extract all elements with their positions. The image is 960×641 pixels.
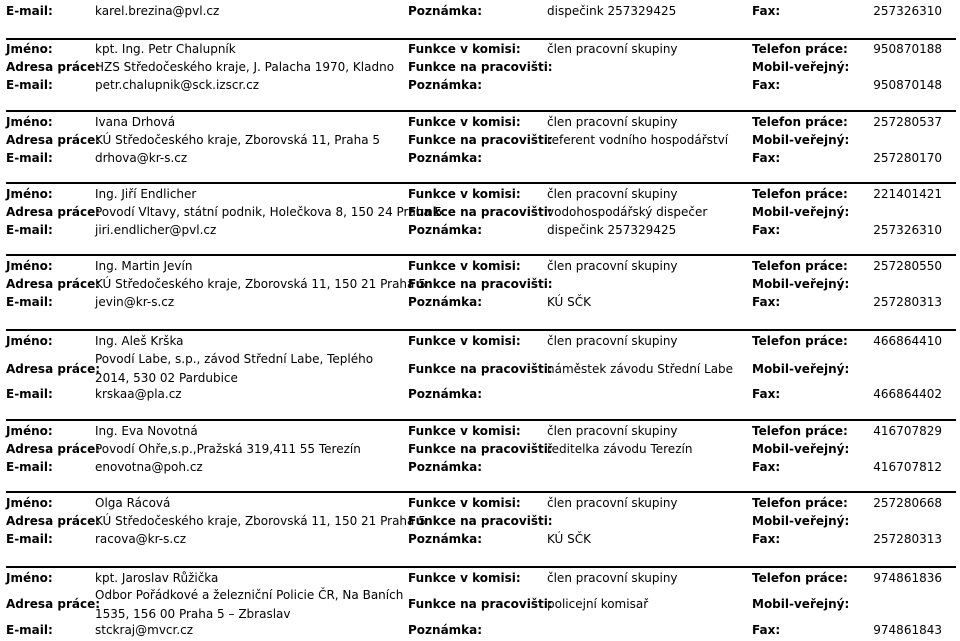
work-phone-value: 257280550	[873, 259, 942, 273]
email-label: E-mail:	[6, 387, 53, 401]
note-label: Poznámka:	[408, 387, 483, 401]
address-label: Adresa práce:	[6, 362, 101, 376]
mobile-label: Mobil-veřejný:	[752, 205, 850, 219]
mobile-label: Mobil-veřejný:	[752, 514, 850, 528]
commission-role-label: Funkce v komisi:	[408, 187, 521, 201]
name-value: Ing. Aleš Krška	[95, 334, 184, 348]
commission-role-label: Funkce v komisi:	[408, 496, 521, 510]
email-label: E-mail:	[6, 78, 53, 92]
name-label: Jméno:	[6, 259, 53, 273]
note-value: dispečink 257329425	[547, 4, 677, 18]
fax-value: 257280313	[873, 532, 942, 546]
work-phone-label: Telefon práce:	[752, 496, 848, 510]
fax-value: 257326310	[873, 223, 942, 237]
name-value: kpt. Jaroslav Růžička	[95, 571, 219, 585]
name-row	[0, 257, 960, 275]
fax-label: Fax:	[752, 151, 781, 165]
commission-role-value: člen pracovní skupiny	[547, 42, 678, 56]
address-row	[0, 131, 960, 149]
name-row	[0, 422, 960, 440]
fax-label: Fax:	[752, 4, 781, 18]
email-row	[0, 458, 960, 476]
address-row	[0, 275, 960, 293]
card-divider	[6, 566, 956, 568]
work-phone-label: Telefon práce:	[752, 571, 848, 585]
work-phone-value: 257280537	[873, 115, 942, 129]
work-phone-label: Telefon práce:	[752, 259, 848, 273]
name-value: Ing. Martin Jevín	[95, 259, 193, 273]
note-label: Poznámka:	[408, 532, 483, 546]
card-divider	[6, 110, 956, 112]
workplace-role-label: Funkce na pracovišti:	[408, 60, 553, 74]
fax-value: 974861843	[873, 623, 942, 637]
email-value[interactable]: jevin@kr-s.cz	[95, 295, 175, 309]
fax-value: 950870148	[873, 78, 942, 92]
address-row	[0, 512, 960, 530]
address-label: Adresa práce:	[6, 442, 101, 456]
email-row	[0, 621, 960, 639]
name-label: Jméno:	[6, 496, 53, 510]
commission-role-label: Funkce v komisi:	[408, 571, 521, 585]
note-label: Poznámka:	[408, 623, 483, 637]
commission-role-value: člen pracovní skupiny	[547, 187, 678, 201]
email-value[interactable]: enovotna@poh.cz	[95, 460, 203, 474]
commission-role-value: člen pracovní skupiny	[547, 115, 678, 129]
address-value: Povodí Ohře,s.p.,Pražská 319,411 55 Terezín	[95, 442, 361, 456]
address-value: KÚ Středočeského kraje, Zborovská 11, Praha 5	[95, 133, 381, 147]
email-label: E-mail:	[6, 151, 53, 165]
email-value[interactable]: karel.brezina@pvl.cz	[95, 4, 220, 18]
workplace-role-label: Funkce na pracovišti:	[408, 133, 553, 147]
address-row	[0, 350, 960, 388]
name-row	[0, 113, 960, 131]
work-phone-value: 416707829	[873, 424, 942, 438]
commission-role-value: člen pracovní skupiny	[547, 259, 678, 273]
card-divider	[6, 491, 956, 493]
mobile-label: Mobil-veřejný:	[752, 60, 850, 74]
mobile-label: Mobil-veřejný:	[752, 362, 850, 376]
name-value: Ing. Jiří Endlicher	[95, 187, 197, 201]
address-label: Adresa práce:	[6, 514, 101, 528]
note-label: Poznámka:	[408, 295, 483, 309]
name-row	[0, 332, 960, 350]
commission-role-label: Funkce v komisi:	[408, 259, 521, 273]
email-row	[0, 385, 960, 403]
email-value[interactable]: krskaa@pla.cz	[95, 387, 182, 401]
workplace-role-value: ředitelka závodu Terezín	[547, 442, 693, 456]
commission-role-label: Funkce v komisi:	[408, 424, 521, 438]
email-row	[0, 221, 960, 239]
workplace-role-label: Funkce na pracovišti:	[408, 597, 553, 611]
workplace-role-value: policejní komisař	[547, 597, 649, 611]
note-label: Poznámka:	[408, 223, 483, 237]
email-label: E-mail:	[6, 223, 53, 237]
name-row	[0, 40, 960, 58]
email-row	[0, 2, 960, 20]
card-divider	[6, 329, 956, 331]
note-value: KÚ SČK	[547, 532, 592, 546]
work-phone-value: 221401421	[873, 187, 942, 201]
fax-label: Fax:	[752, 623, 781, 637]
name-row	[0, 569, 960, 587]
note-label: Poznámka:	[408, 4, 483, 18]
address-value: Povodí Labe, s.p., závod Střední Labe, Teplého 2014, 530 02 Pardubice	[95, 352, 374, 385]
work-phone-value: 974861836	[873, 571, 942, 585]
address-value: HZS Středočeského kraje, J. Palacha 1970, Kladno	[95, 60, 395, 74]
email-value[interactable]: petr.chalupnik@sck.izscr.cz	[95, 78, 259, 92]
name-label: Jméno:	[6, 424, 53, 438]
commission-role-label: Funkce v komisi:	[408, 334, 521, 348]
address-value: Odbor Pořádkové a železniční Policie ČR, Na Baních 1535, 156 00 Praha 5 – Zbraslav	[95, 588, 404, 621]
fax-label: Fax:	[752, 295, 781, 309]
commission-role-value: člen pracovní skupiny	[547, 571, 678, 585]
fax-label: Fax:	[752, 223, 781, 237]
name-row	[0, 494, 960, 512]
fax-value: 416707812	[873, 460, 942, 474]
email-value[interactable]: drhova@kr-s.cz	[95, 151, 188, 165]
work-phone-value: 950870188	[873, 42, 942, 56]
address-label: Adresa práce:	[6, 133, 101, 147]
fax-value: 257326310	[873, 4, 942, 18]
work-phone-label: Telefon práce:	[752, 424, 848, 438]
name-value: Ivana Drhová	[95, 115, 176, 129]
workplace-role-value: náměstek závodu Střední Labe	[547, 362, 734, 376]
note-value: KÚ SČK	[547, 295, 592, 309]
fax-value: 257280313	[873, 295, 942, 309]
address-label: Adresa práce:	[6, 205, 101, 219]
name-label: Jméno:	[6, 42, 53, 56]
email-value[interactable]: racova@kr-s.cz	[95, 532, 187, 546]
note-label: Poznámka:	[408, 151, 483, 165]
commission-role-value: člen pracovní skupiny	[547, 496, 678, 510]
address-label: Adresa práce:	[6, 60, 101, 74]
email-label: E-mail:	[6, 295, 53, 309]
email-value[interactable]: jiri.endlicher@pvl.cz	[95, 223, 217, 237]
name-row	[0, 185, 960, 203]
work-phone-label: Telefon práce:	[752, 42, 848, 56]
fax-value: 257280170	[873, 151, 942, 165]
fax-label: Fax:	[752, 78, 781, 92]
fax-label: Fax:	[752, 460, 781, 474]
email-row	[0, 530, 960, 548]
workplace-role-value: vodohospodářský dispečer	[547, 205, 708, 219]
address-row	[0, 440, 960, 458]
email-label: E-mail:	[6, 532, 53, 546]
commission-role-value: člen pracovní skupiny	[547, 334, 678, 348]
mobile-label: Mobil-veřejný:	[752, 597, 850, 611]
note-label: Poznámka:	[408, 78, 483, 92]
mobile-label: Mobil-veřejný:	[752, 277, 850, 291]
work-phone-value: 257280668	[873, 496, 942, 510]
name-value: Ing. Eva Novotná	[95, 424, 198, 438]
address-value: Povodí Vltavy, státní podnik, Holečkova 8, 150 24 Praha 5	[95, 205, 443, 219]
email-row	[0, 149, 960, 167]
email-value[interactable]: stckraj@mvcr.cz	[95, 623, 194, 637]
name-label: Jméno:	[6, 571, 53, 585]
card-divider	[6, 254, 956, 256]
name-value: kpt. Ing. Petr Chalupník	[95, 42, 236, 56]
fax-label: Fax:	[752, 532, 781, 546]
email-row	[0, 293, 960, 311]
email-label: E-mail:	[6, 460, 53, 474]
fax-label: Fax:	[752, 387, 781, 401]
work-phone-value: 466864410	[873, 334, 942, 348]
commission-role-value: člen pracovní skupiny	[547, 424, 678, 438]
workplace-role-label: Funkce na pracovišti:	[408, 514, 553, 528]
name-value: Olga Rácová	[95, 496, 171, 510]
note-value: dispečink 257329425	[547, 223, 677, 237]
address-label: Adresa práce:	[6, 277, 101, 291]
work-phone-label: Telefon práce:	[752, 115, 848, 129]
note-label: Poznámka:	[408, 460, 483, 474]
name-label: Jméno:	[6, 187, 53, 201]
fax-value: 466864402	[873, 387, 942, 401]
name-label: Jméno:	[6, 115, 53, 129]
address-label: Adresa práce:	[6, 597, 101, 611]
card-divider	[6, 419, 956, 421]
address-row	[0, 203, 960, 221]
workplace-role-value: referent vodního hospodářství	[547, 133, 729, 147]
commission-role-label: Funkce v komisi:	[408, 115, 521, 129]
workplace-role-label: Funkce na pracovišti:	[408, 205, 553, 219]
address-value: KÚ Středočeského kraje, Zborovská 11, 150 21 Praha 5	[95, 514, 426, 528]
workplace-role-label: Funkce na pracovišti:	[408, 442, 553, 456]
work-phone-label: Telefon práce:	[752, 187, 848, 201]
mobile-label: Mobil-veřejný:	[752, 442, 850, 456]
address-row	[0, 58, 960, 76]
card-divider	[6, 182, 956, 184]
email-row	[0, 76, 960, 94]
mobile-label: Mobil-veřejný:	[752, 133, 850, 147]
commission-role-label: Funkce v komisi:	[408, 42, 521, 56]
email-label: E-mail:	[6, 4, 53, 18]
work-phone-label: Telefon práce:	[752, 334, 848, 348]
workplace-role-label: Funkce na pracovišti:	[408, 277, 553, 291]
address-row	[0, 586, 960, 624]
workplace-role-label: Funkce na pracovišti:	[408, 362, 553, 376]
name-label: Jméno:	[6, 334, 53, 348]
address-value: KÚ Středočeského kraje, Zborovská 11, 150 21 Praha 5	[95, 277, 426, 291]
email-label: E-mail:	[6, 623, 53, 637]
